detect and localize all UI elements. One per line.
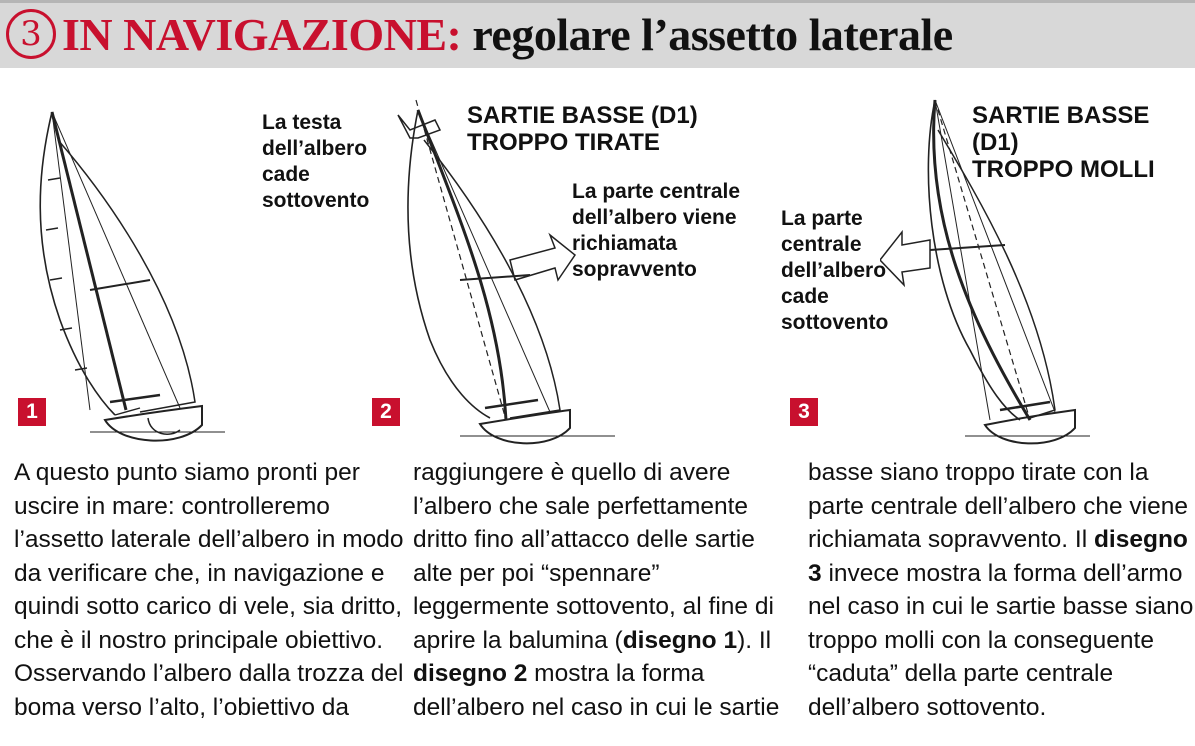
mainsail-leech: [408, 110, 490, 418]
annotation-title: SARTIE BASSE (D1) TROPPO TIRATE: [467, 102, 698, 156]
section-number: 3: [6, 9, 56, 59]
annotation-mast-head: La testa dell’albero cade sottovento: [262, 111, 370, 212]
hull: [105, 406, 202, 441]
figure-badge: 1: [18, 398, 46, 426]
sailboat-drawing-1: [30, 80, 230, 450]
text-column-2: raggiungere è quello di avere l’albero che sale perfettamente dritto fino all’attacco delle sartie alte per poi “spennare” leggermente sottovento, al fine di aprire la balumina (disegno 1). Il disegno 2 mostra la forma dell’albero nel caso in cui le sartie: [413, 459, 780, 721]
mast: [52, 112, 126, 410]
arrow-windward: [510, 235, 575, 280]
section-title: [62, 7, 953, 63]
boom: [485, 400, 538, 408]
ref-drawing-3: disegno 3: [808, 526, 1188, 587]
annotation-title: SARTIE BASSE (D1) TROPPO MOLLI: [972, 102, 1155, 183]
section-header: [0, 0, 1195, 68]
spreader: [930, 245, 1005, 250]
boom: [110, 395, 160, 402]
spreader: [90, 280, 150, 290]
title-highlight: IN NAVIGAZIONE:: [62, 9, 462, 60]
jib: [58, 140, 195, 412]
ref-drawing-1: disegno 1: [622, 626, 738, 654]
figure-badge: 3: [790, 398, 818, 426]
arrow-leeward: [398, 115, 440, 138]
figure-badge: 2: [372, 398, 400, 426]
annotation-mast-middle: La parte centrale dell’albero cade sottovento: [781, 207, 889, 334]
ref-drawing-2: disegno 2: [413, 660, 528, 687]
title-main: regolare l’assetto laterale: [472, 9, 953, 60]
text-column-1: A questo punto siamo pronti per uscire in mare: controlleremo l’assetto laterale dell’albero in modo da verificare che, in navigazione e quindi sotto carico di vele, sia dritto, che è il nostro principale obiettivo. Osservando l’albero dalla trozza del boma verso l’alto, l’obiettivo da: [14, 459, 404, 721]
text-column-3: basse siano troppo tirate con la parte centrale dell’albero che viene richiamata sopravvento. Il disegno 3 invece mostra la forma dell’armo nel caso in cui le sartie basse siano troppo molli con la conseguente “caduta” della parte centrale dell’albero sottovento.: [808, 459, 1194, 721]
hull: [985, 410, 1075, 443]
annotation-mast-middle: La parte centrale dell’albero viene richiamata sopravvento: [572, 180, 741, 281]
mainsail-foot: [115, 408, 140, 415]
